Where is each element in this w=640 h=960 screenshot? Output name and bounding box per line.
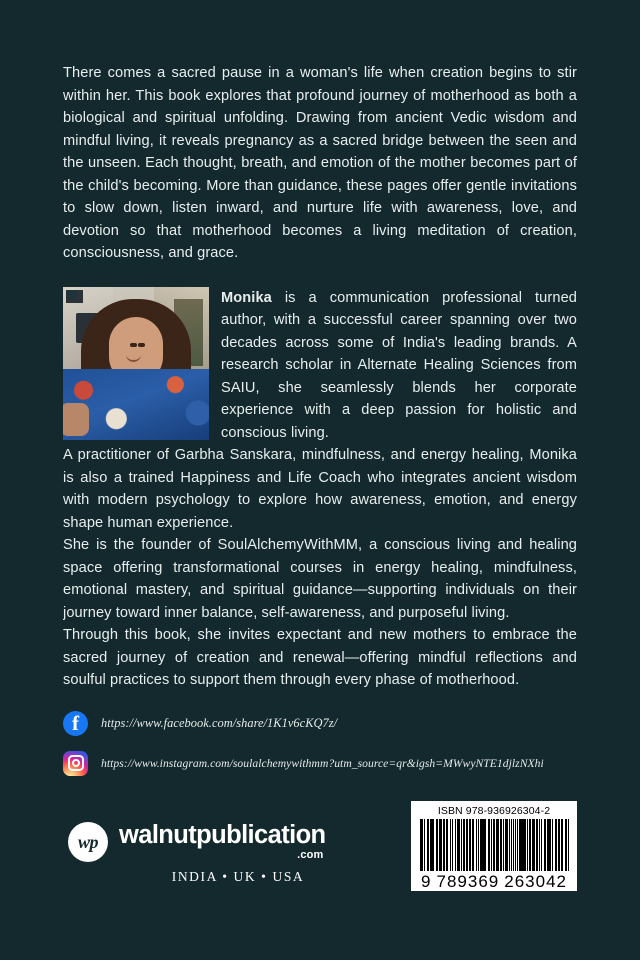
photo-smile xyxy=(126,353,141,362)
barcode-digit-left: 9 xyxy=(421,872,432,891)
publisher-wordmark xyxy=(119,820,326,862)
cover-text-column xyxy=(63,0,577,692)
photo-arm xyxy=(63,403,89,437)
isbn-barcode xyxy=(411,801,577,891)
barcode-digit-group-2: 263042 xyxy=(504,872,567,891)
publisher-name: walnutpublication xyxy=(119,820,326,849)
author-paragraph-1: A practitioner of Garbha Sanskara, mindfulness, and energy healing, Monika is also a trained Happiness and Life Coach who integrates ancient wisdom with modern psychology to explore how awareness, emotion, and energy shape human experience. xyxy=(63,447,577,531)
author-section xyxy=(63,287,577,692)
author-paragraph-2: She is the founder of SoulAlchemyWithMM, a conscious living and healing space offering transformational courses in energy healing, mindfulness, emotional mastery, and spiritual guidance—supporting individuals on their journey toward inner balance, self-awareness, and purposeful living. xyxy=(63,537,577,621)
instagram-icon[interactable] xyxy=(63,751,88,776)
publisher-block xyxy=(68,822,368,885)
photo-eye-right xyxy=(138,343,145,347)
instagram-lens-glyph xyxy=(72,759,80,767)
facebook-link-row[interactable] xyxy=(63,708,577,738)
barcode-bars xyxy=(420,819,568,871)
instagram-url[interactable]: https://www.instagram.com/soulalchemywithmm?utm_source=qr&igsh=MWwyNTE1djlzNXhi xyxy=(101,756,544,770)
social-links xyxy=(63,708,577,788)
isbn-label: ISBN 978-936926304-2 xyxy=(437,805,551,817)
facebook-url[interactable]: https://www.facebook.com/share/1K1v6cKQ7z/ xyxy=(101,715,338,730)
instagram-link-row[interactable] xyxy=(63,748,577,778)
publisher-domain: .com xyxy=(297,849,324,862)
author-name: Monika xyxy=(221,289,272,306)
author-photo xyxy=(63,287,209,440)
walnut-publication-logo-icon xyxy=(68,822,108,862)
publisher-monogram: wp xyxy=(77,832,98,852)
instagram-dot-glyph xyxy=(81,756,83,758)
publisher-logo-row xyxy=(68,822,368,862)
book-blurb: There comes a sacred pause in a woman's life when creation begins to stir within her. This book explores that profound journey of motherhood as both a biological and spiritual unfolding. Drawing from ancient Vedic wisdom and mindful living, it reveals pregnancy as a sacred bridge between the seen and the unseen. Each thought, breath, and emotion of the mother becomes part of the child's becoming. More than guidance, these pages offer gentle invitations to slow down, listen inward, and nurture life with awareness, love, and devotion so that motherhood becomes a living meditation of creation, consciousness, and grace. xyxy=(63,65,577,261)
photo-corner-mark xyxy=(66,290,77,299)
barcode-digits xyxy=(411,872,577,892)
publisher-countries: INDIA • UK • USA xyxy=(171,869,305,884)
photo-eye-left xyxy=(130,343,137,347)
author-bio-text: is a communication professional turned author, with a successful career spanning over two decades across some of India's leading brands. A research scholar in Alternate Healing Sciences from SAIU, she seamlessly blends her corporate experience with a deep passion for holistic and conscious living. xyxy=(221,289,577,441)
barcode-digit-group-1: 789369 xyxy=(436,872,500,891)
facebook-icon[interactable]: f xyxy=(63,711,88,736)
author-paragraph-3: Through this book, she invites expectant and new mothers to embrace the sacred journey of creation and renewal—offering mindful reflections and soulful practices to support them through every phase of motherhood. xyxy=(63,627,577,688)
